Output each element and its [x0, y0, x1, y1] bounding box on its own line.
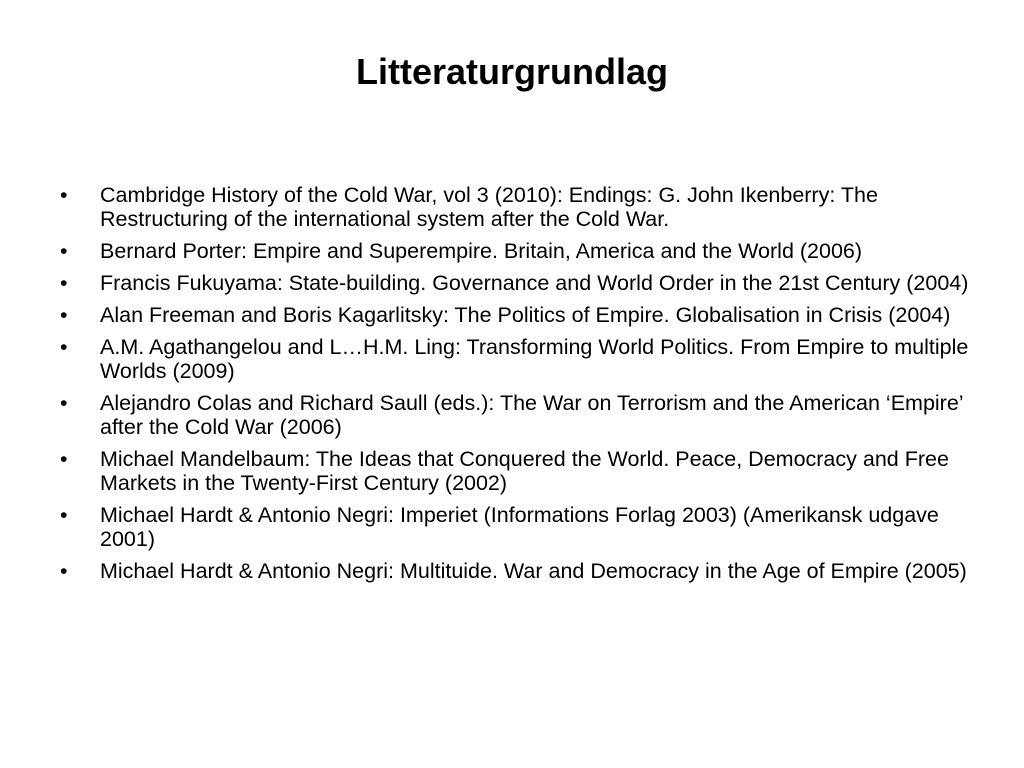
- bullet-icon: •: [60, 447, 68, 471]
- list-item: [58, 239, 978, 263]
- list-item-text: Francis Fukuyama: State-building. Governance and World Order in the 21st Century (2004): [100, 271, 969, 295]
- list-item: [58, 183, 978, 231]
- list-item-text: Bernard Porter: Empire and Superempire. Britain, America and the World (2006): [100, 239, 863, 263]
- bullet-icon: •: [60, 303, 68, 327]
- list-item: [58, 335, 978, 383]
- list-item: [58, 503, 978, 551]
- list-item-text: Alejandro Colas and Richard Saull (eds.): The War on Terrorism and the American ‘Empire’ after the Cold War (2006): [100, 391, 963, 439]
- list-item-text: Michael Hardt & Antonio Negri: Imperiet (Informations Forlag 2003) (Amerikansk udgave 2001): [100, 503, 939, 551]
- slide-title: Litteraturgrundlag: [356, 51, 668, 92]
- bullet-icon: •: [60, 503, 68, 527]
- bullet-icon: •: [60, 559, 68, 583]
- list-item: [58, 559, 978, 583]
- list-item: [58, 303, 978, 327]
- bullet-icon: •: [60, 391, 68, 415]
- list-item-text: Alan Freeman and Boris Kagarlitsky: The Politics of Empire. Globalisation in Crisis (2004): [100, 303, 951, 327]
- bullet-icon: •: [60, 335, 68, 359]
- list-item-text: A.M. Agathangelou and L…H.M. Ling: Transforming World Politics. From Empire to multiple Worlds (2009): [100, 335, 969, 383]
- list-item: [58, 447, 978, 495]
- list-item: [58, 271, 978, 295]
- bullet-icon: •: [60, 183, 68, 207]
- bibliography-list: [58, 183, 978, 591]
- list-item: [58, 391, 978, 439]
- list-item-text: Michael Mandelbaum: The Ideas that Conquered the World. Peace, Democracy and Free Markets in the Twenty-First Century (2002): [100, 447, 949, 495]
- list-item-text: Cambridge History of the Cold War, vol 3 (2010): Endings: G. John Ikenberry: The Restructuring of the international system after the Cold War.: [100, 183, 878, 231]
- list-item-text: Michael Hardt & Antonio Negri: Multituide. War and Democracy in the Age of Empire (2005): [100, 559, 967, 583]
- bullet-icon: •: [60, 239, 68, 263]
- bullet-icon: •: [60, 271, 68, 295]
